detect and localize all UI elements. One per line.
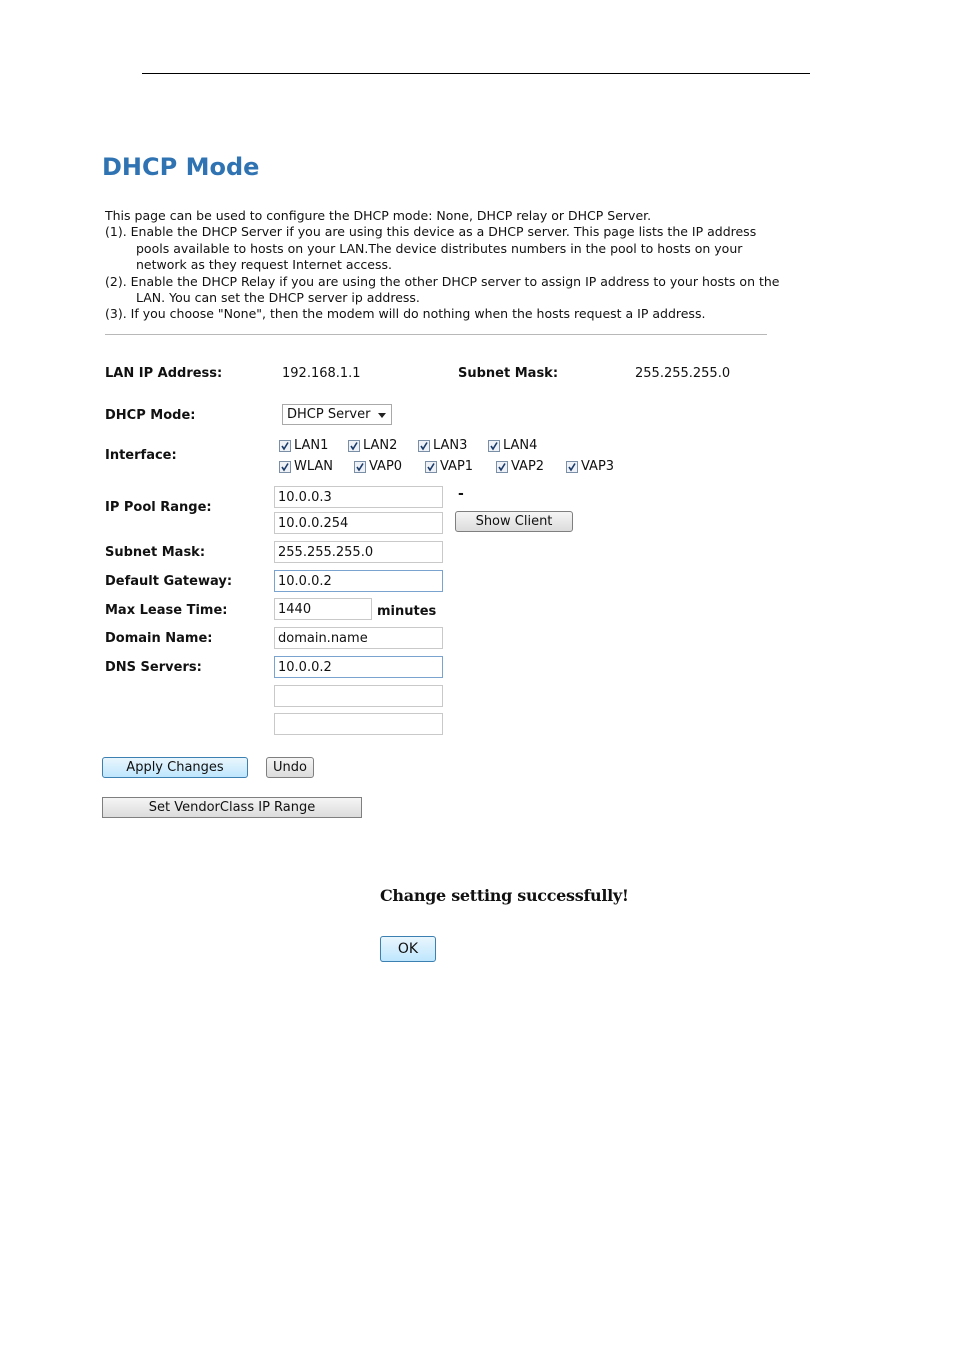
interface-option-label: VAP2 <box>511 459 545 474</box>
checkbox-checked-icon <box>488 440 500 452</box>
subnet-mask-input[interactable] <box>274 541 443 563</box>
section-divider <box>105 334 767 335</box>
page-title: DHCP Mode <box>102 153 260 181</box>
ip-pool-label: IP Pool Range: <box>105 500 212 515</box>
ok-button[interactable]: OK <box>380 936 436 962</box>
top-rule <box>142 73 810 74</box>
checkbox-checked-icon <box>425 461 437 473</box>
dhcp-mode-selected: DHCP Server <box>287 407 371 422</box>
interface-option-label: LAN1 <box>294 438 329 453</box>
description-intro: This page can be used to configure the DHCP mode: None, DHCP relay or DHCP Server. <box>105 208 652 223</box>
ip-pool-start-input[interactable] <box>274 486 443 508</box>
interface-option-label: WLAN <box>294 459 334 474</box>
page-description <box>105 208 785 323</box>
dhcp-mode-select[interactable] <box>282 404 392 425</box>
description-item-3: (3). If you choose "None", then the modem will do nothing when the hosts request a IP address. <box>105 306 706 322</box>
checkbox-checked-icon <box>279 440 291 452</box>
dns-server-3-input[interactable] <box>274 713 443 735</box>
max-lease-input[interactable] <box>274 598 372 620</box>
ip-pool-end-input[interactable] <box>274 512 443 534</box>
interface-option-label: VAP3 <box>581 459 615 474</box>
interface-option-label: LAN2 <box>363 438 398 453</box>
domain-name-input[interactable] <box>274 627 443 649</box>
checkbox-checked-icon <box>348 440 360 452</box>
subnet-mask-label: Subnet Mask: <box>105 545 206 560</box>
checkbox-checked-icon <box>354 461 366 473</box>
lan-ip-label: LAN IP Address: <box>105 366 223 381</box>
interface-label: Interface: <box>105 448 177 463</box>
checkbox-checked-icon <box>279 461 291 473</box>
checkbox-checked-icon <box>496 461 508 473</box>
lan-mask-label: Subnet Mask: <box>458 366 559 381</box>
interface-option-label: VAP1 <box>440 459 474 474</box>
max-lease-unit: minutes <box>377 604 437 619</box>
description-item-2: (2). Enable the DHCP Relay if you are using the other DHCP server to assign IP address to your hosts on the LAN. You can set the DHCP server ip address. <box>105 273 780 306</box>
interface-option-label: VAP0 <box>369 459 403 474</box>
interface-checkbox-lan1[interactable] <box>279 438 328 453</box>
lan-ip-value: 192.168.1.1 <box>282 366 361 381</box>
max-lease-label: Max Lease Time: <box>105 603 228 618</box>
interface-checkbox-vap3[interactable] <box>566 459 614 474</box>
ip-pool-separator: - <box>458 486 464 502</box>
interface-checkbox-vap2[interactable] <box>496 459 544 474</box>
description-item-1: (1). Enable the DHCP Server if you are using this device as a DHCP server. This page lists the IP address pools available to hosts on your LAN.The device distributes numbers in the pool to hosts on your network as they request Internet access. <box>105 224 757 273</box>
dhcp-mode-label: DHCP Mode: <box>105 408 196 423</box>
checkbox-checked-icon <box>566 461 578 473</box>
success-message: Change setting successfully! <box>380 886 629 905</box>
domain-name-label: Domain Name: <box>105 631 213 646</box>
set-vendorclass-button[interactable]: Set VendorClass IP Range <box>102 797 362 818</box>
interface-checkbox-vap0[interactable] <box>354 459 402 474</box>
interface-checkbox-vap1[interactable] <box>425 459 473 474</box>
interface-checkbox-wlan[interactable] <box>279 459 333 474</box>
undo-button[interactable]: Undo <box>266 757 314 778</box>
apply-changes-button[interactable]: Apply Changes <box>102 757 248 778</box>
checkbox-checked-icon <box>418 440 430 452</box>
interface-option-label: LAN4 <box>503 438 538 453</box>
interface-option-label: LAN3 <box>433 438 468 453</box>
dns-servers-label: DNS Servers: <box>105 660 202 675</box>
dns-server-1-input[interactable] <box>274 656 443 678</box>
interface-checkbox-lan2[interactable] <box>348 438 397 453</box>
lan-mask-value: 255.255.255.0 <box>635 366 731 381</box>
interface-checkbox-lan3[interactable] <box>418 438 467 453</box>
default-gateway-input[interactable] <box>274 570 443 592</box>
interface-checkbox-lan4[interactable] <box>488 438 537 453</box>
show-client-button[interactable]: Show Client <box>455 511 573 532</box>
chevron-down-icon <box>378 413 386 418</box>
default-gateway-label: Default Gateway: <box>105 574 233 589</box>
dns-server-2-input[interactable] <box>274 685 443 707</box>
